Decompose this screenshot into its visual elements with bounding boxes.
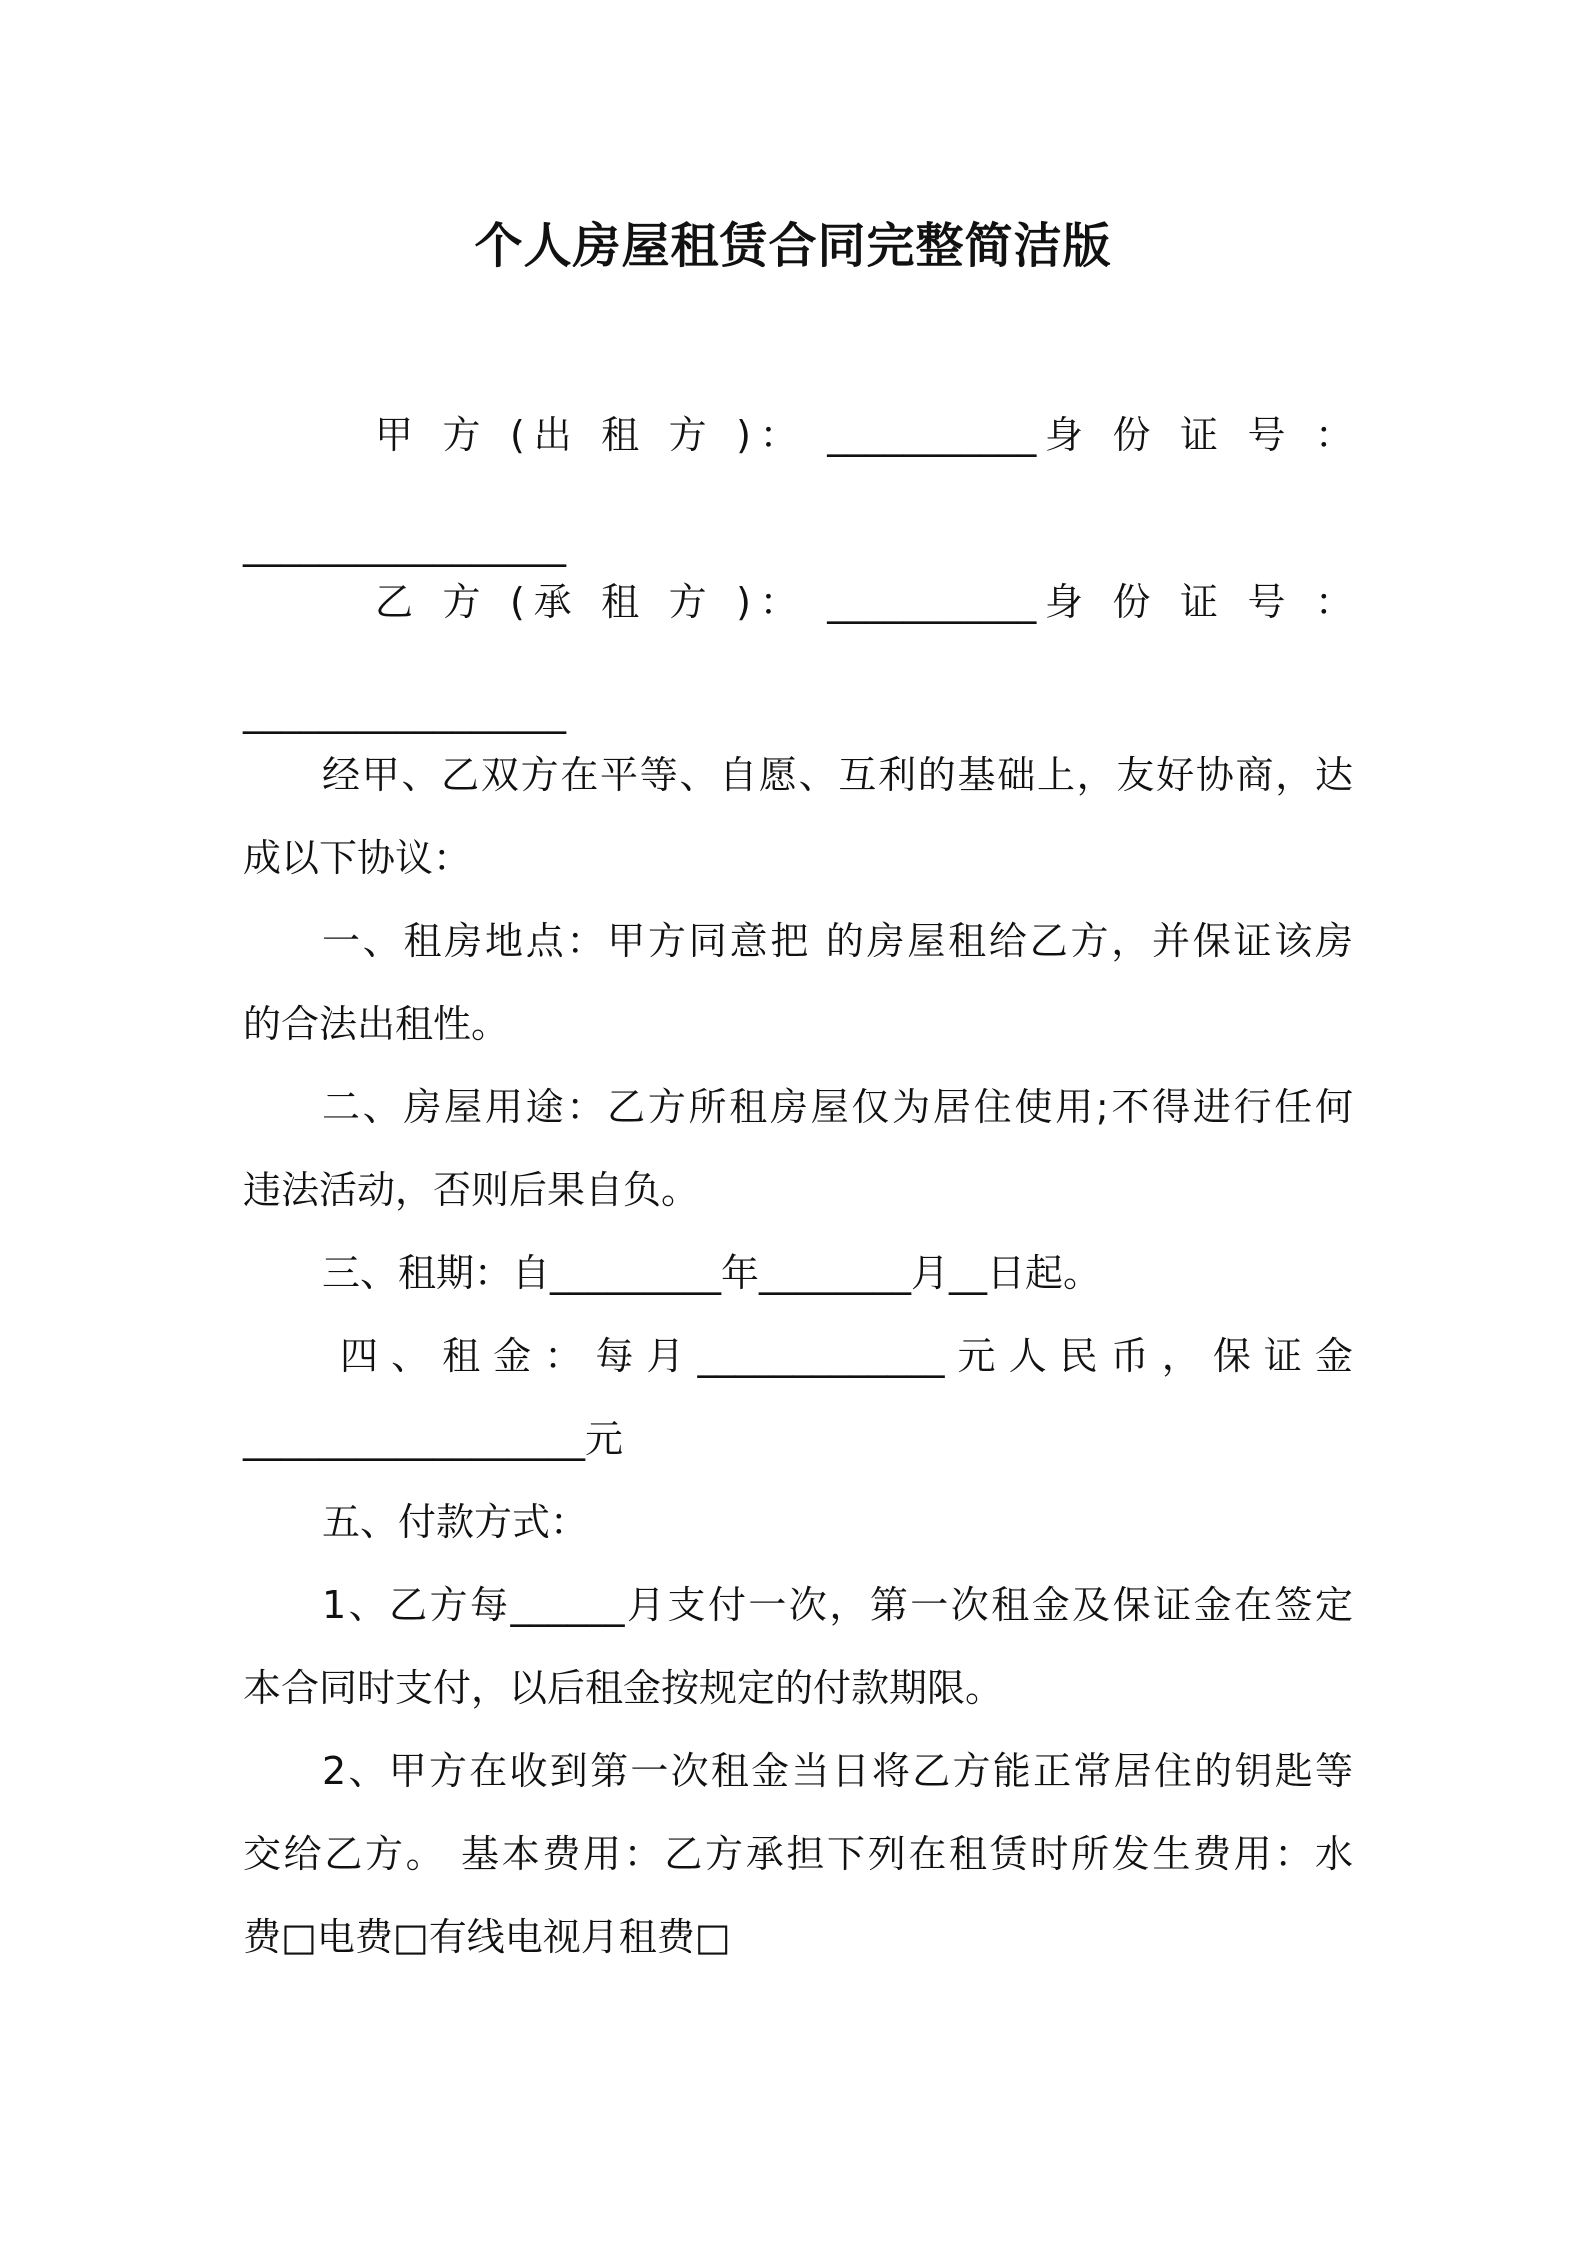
- clause-5-1-line-2: 本合同时支付，以后租金按规定的付款期限。: [243, 1666, 1004, 1710]
- clause-5-2-line-2: 交给乙方。 基本费用：乙方承担下列在租赁时所发生费用：水: [243, 1832, 1353, 1876]
- document-title: 个人房屋租赁合同完整简洁版: [474, 218, 1112, 274]
- party-b-id-blank: _________________: [243, 690, 566, 734]
- clause-2-line-1: 二、房屋用途：乙方所租房屋仅为居住使用;不得进行任何: [322, 1085, 1353, 1129]
- clause-4-line-1: 四、租金：每月_____________元人民币，保证金: [340, 1334, 1353, 1378]
- intro-line-1: 经甲、乙双方在平等、自愿、互利的基础上，友好协商，达: [322, 753, 1353, 797]
- party-b-line: 乙 方 (承 租 方 )： ___________身 份 证 号 ：: [375, 580, 1353, 624]
- clause-5-2-line-1: 2、甲方在收到第一次租金当日将乙方能正常居住的钥匙等: [322, 1749, 1353, 1793]
- clause-5-1-line-1: 1、乙方每______月支付一次，第一次租金及保证金在签定: [322, 1583, 1353, 1627]
- clause-2-line-2: 违法活动，否则后果自负。: [243, 1168, 700, 1212]
- party-a-id-blank: _________________: [243, 523, 566, 567]
- clause-1-line-1: 一、租房地点：甲方同意把 的房屋租给乙方，并保证该房: [322, 919, 1353, 963]
- clause-5-2-line-3: 费□电费□有线电视月租费□: [243, 1915, 731, 1959]
- clause-3-line: 三、租期：自_________年________月__日起。: [322, 1251, 1102, 1295]
- intro-line-2: 成以下协议：: [243, 836, 472, 880]
- party-a-line: 甲 方 (出 租 方 )： ___________身 份 证 号 ：: [375, 413, 1353, 457]
- clause-1-line-2: 的合法出租性。: [243, 1002, 510, 1046]
- clause-5-heading: 五、付款方式：: [322, 1500, 589, 1544]
- clause-4-line-2: __________________元: [243, 1417, 624, 1461]
